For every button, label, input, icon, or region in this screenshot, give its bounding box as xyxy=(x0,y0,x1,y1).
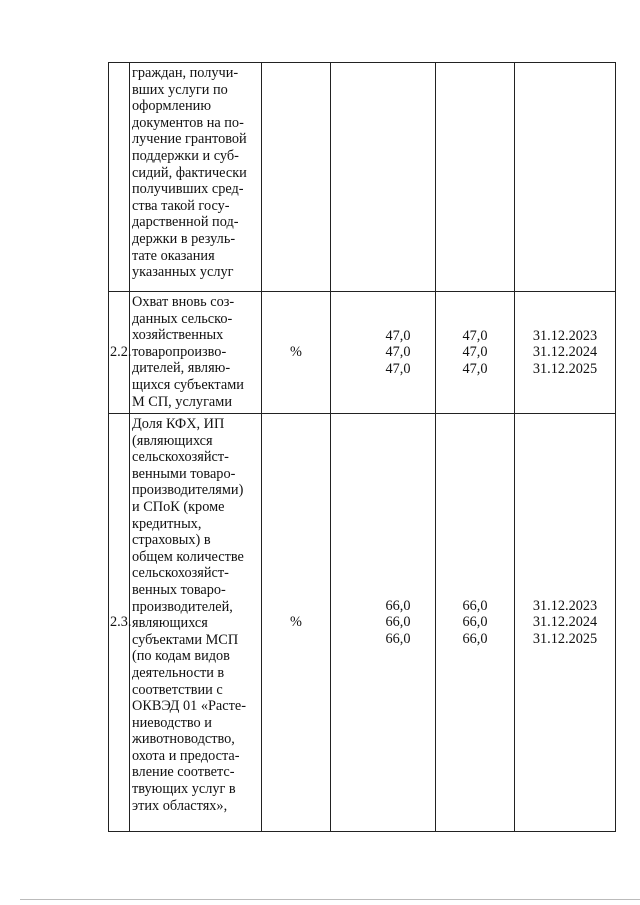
table-row xyxy=(109,414,616,832)
unit-cell xyxy=(262,63,331,292)
value-cell-b xyxy=(436,292,515,414)
indicator-name: Охват вновь соз- данных сельско- хозяйственных товаропроизво- дителей, являю- щихся субъектами М СП, услугами xyxy=(130,292,262,414)
value-cell-a xyxy=(331,414,436,832)
row-number xyxy=(109,63,130,292)
values-b: 47,0 47,0 47,0 xyxy=(462,327,488,377)
values-a: 66,0 66,0 66,0 xyxy=(385,597,411,647)
indicators-table xyxy=(108,62,616,832)
value-cell-b xyxy=(436,63,515,292)
date-cell xyxy=(515,292,616,414)
value-cell-a xyxy=(331,63,436,292)
unit-cell: % xyxy=(262,292,331,414)
value-cell-b xyxy=(436,414,515,832)
dates: 31.12.2023 31.12.2024 31.12.2025 xyxy=(532,597,598,647)
unit-cell: % xyxy=(262,414,331,832)
row-number: 2.2. xyxy=(109,292,130,414)
row-number: 2.3. xyxy=(109,414,130,832)
value-cell-a xyxy=(331,292,436,414)
indicator-name: граждан, получи- вших услуги по оформлению документов на по- лучение грантовой поддержки и суб- сидий, фактически получивших сред- ства такой госу- дарственной под- держки в резуль- тате оказания указанных услуг xyxy=(130,63,262,292)
page-bottom-edge xyxy=(20,899,640,900)
table-row xyxy=(109,292,616,414)
dates: 31.12.2023 31.12.2024 31.12.2025 xyxy=(532,327,598,377)
table-row xyxy=(109,63,616,292)
date-cell xyxy=(515,414,616,832)
date-cell xyxy=(515,63,616,292)
values-b: 66,0 66,0 66,0 xyxy=(462,597,488,647)
indicator-name: Доля КФХ, ИП (являющихся сельскохозяйст- венными товаро- производителями) и СПоК (кроме кредитных, страховых) в общем количестве сельскохозяйст- венных товаро- производителей, являющихся субъектами МСП (по кодам видов деятельности в соответствии с ОКВЭД 01 «Расте- ниеводство и животноводство, охота и предоста- вление соответс- твующих услуг в этих областях», xyxy=(130,414,262,832)
values-a: 47,0 47,0 47,0 xyxy=(385,327,411,377)
